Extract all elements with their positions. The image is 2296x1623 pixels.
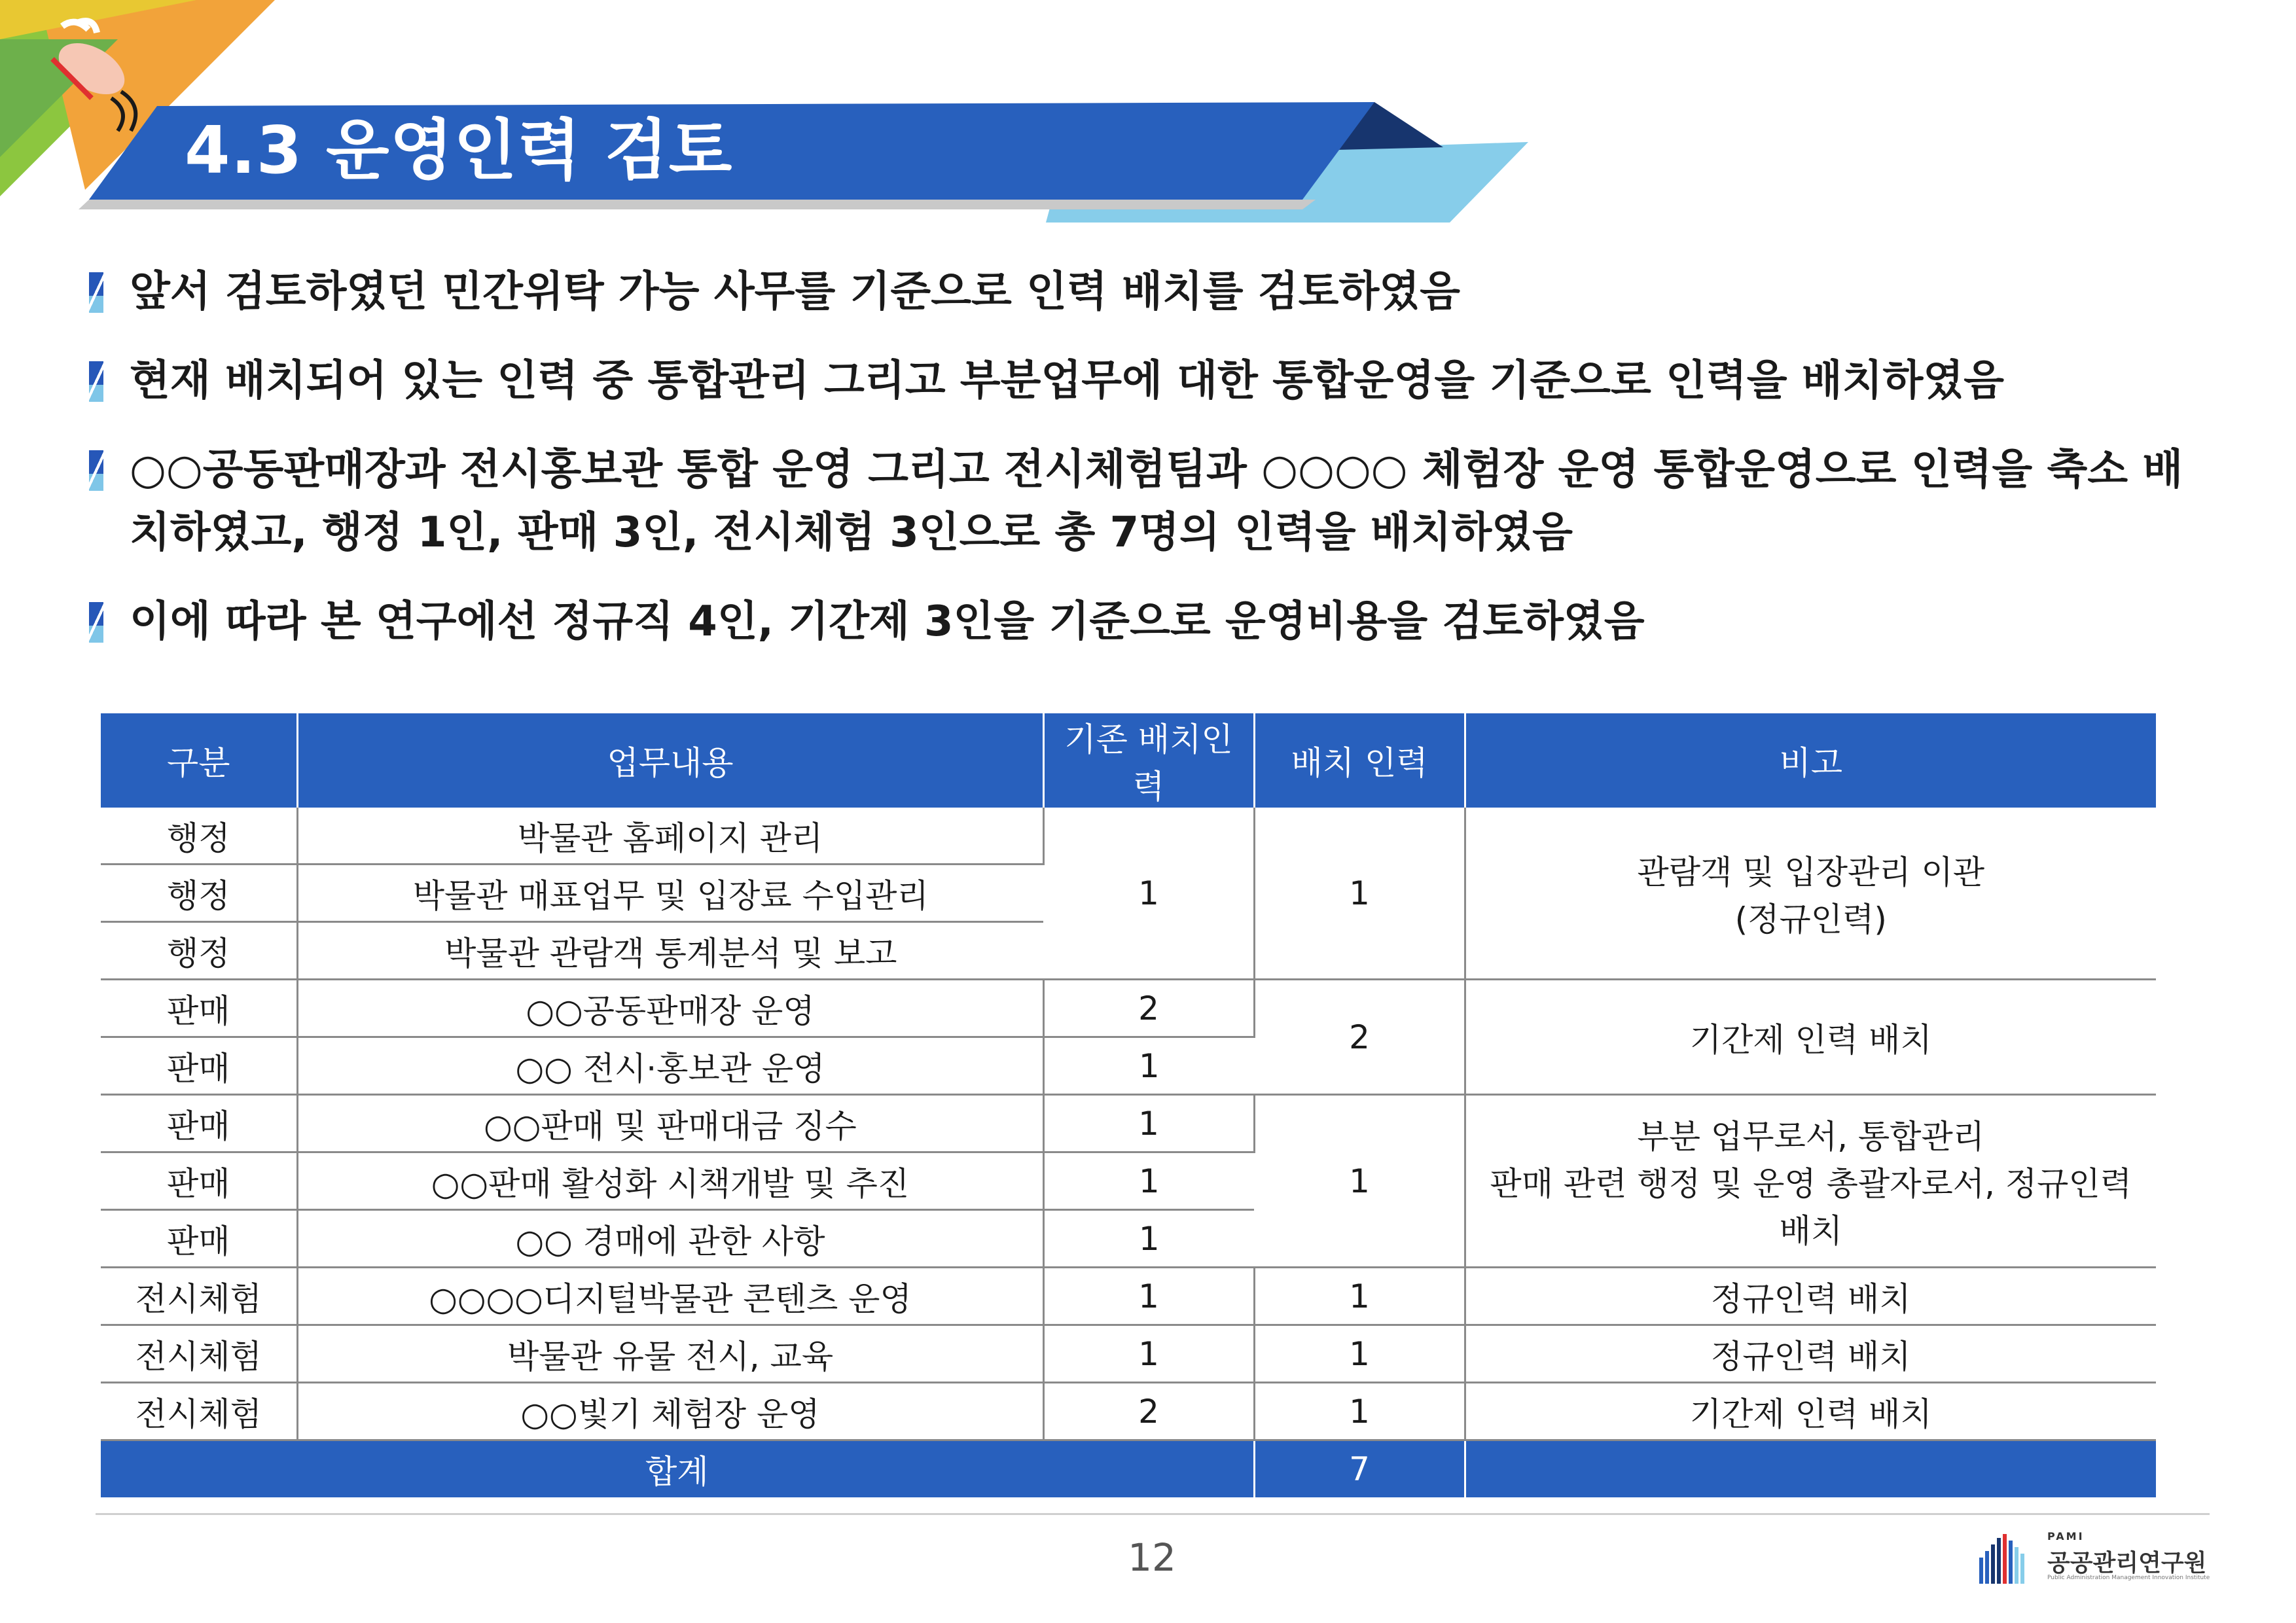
cell-category: 판매 [101, 1210, 297, 1268]
cell-category: 판매 [101, 980, 297, 1037]
cell-assigned: 1 [1254, 1383, 1465, 1440]
header-task: 업무내용 [297, 713, 1043, 808]
total-note [1465, 1440, 2156, 1498]
cell-task: 박물관 유물 전시, 교육 [297, 1325, 1043, 1383]
bullet-text: 현재 배치되어 있는 인력 중 통합관리 그리고 부분업무에 대한 통합운영을 기준으로 인력을 배치하였음 [130, 357, 2004, 405]
bullet-marker-icon [89, 450, 103, 491]
note-line: 부분 업무로서, 통합관리 [1637, 1117, 1985, 1156]
cell-note [1465, 1095, 2156, 1268]
bullet-marker-icon [89, 602, 103, 643]
total-assigned: 7 [1254, 1440, 1465, 1498]
cell-existing: 1 [1043, 1325, 1254, 1383]
cell-assigned: 2 [1254, 980, 1465, 1095]
cell-assigned: 1 [1254, 808, 1465, 980]
table-row [101, 1095, 2156, 1152]
cell-task: ○○판매 활성화 시책개발 및 추진 [297, 1152, 1043, 1210]
cell-existing: 1 [1043, 1210, 1254, 1268]
table-header-row [101, 713, 2156, 808]
cell-note: 정규인력 배치 [1465, 1325, 2156, 1383]
table-row [101, 1268, 2156, 1325]
table-row [101, 1383, 2156, 1440]
cell-category: 행정 [101, 808, 297, 865]
note-line: 판매 관련 행정 및 운영 총괄자로서, 정규인력 배치 [1490, 1164, 2132, 1250]
bullet-marker-icon [89, 361, 103, 402]
table-row [101, 980, 2156, 1037]
logo-name: 공공관리연구원 [2047, 1550, 2207, 1577]
cell-existing: 1 [1043, 1268, 1254, 1325]
cell-task: 박물관 홈페이지 관리 [297, 808, 1043, 865]
table-total-row [101, 1440, 2156, 1498]
page-title: 4.3 운영인력 검토 [185, 112, 733, 188]
bullet-item [89, 260, 2223, 323]
cell-category: 전시체험 [101, 1383, 297, 1440]
cell-existing: 1 [1043, 1095, 1254, 1152]
cell-task: ○○공동판매장 운영 [297, 980, 1043, 1037]
bullet-list [89, 260, 2223, 679]
page-number: 12 [1128, 1535, 1176, 1580]
table-row [101, 1325, 2156, 1383]
cell-task: ○○ 전시·홍보관 운영 [297, 1037, 1043, 1095]
header-assigned-staff: 배치 인력 [1254, 713, 1465, 808]
header-existing-staff: 기존 배치인력 [1043, 713, 1254, 808]
cell-category: 판매 [101, 1152, 297, 1210]
table-row [101, 808, 2156, 865]
cell-category: 행정 [101, 865, 297, 922]
cell-category: 전시체험 [101, 1325, 297, 1383]
cell-task: 박물관 관람객 통계분석 및 보고 [297, 922, 1043, 980]
cell-task: 박물관 매표업무 및 입장료 수입관리 [297, 865, 1043, 922]
cell-note: 정규인력 배치 [1465, 1268, 2156, 1325]
header-category: 구분 [101, 713, 297, 808]
bullet-item [89, 590, 2223, 653]
cell-category: 전시체험 [101, 1268, 297, 1325]
total-label: 합계 [101, 1440, 1254, 1498]
bullet-text: 이에 따라 본 연구에선 정규직 4인, 기간제 3인을 기준으로 운영비용을 검토하였음 [130, 597, 1645, 646]
cell-task: ○○빛기 체험장 운영 [297, 1383, 1043, 1440]
organization-logo [1977, 1525, 2212, 1590]
cell-task: ○○○○디지털박물관 콘텐츠 운영 [297, 1268, 1043, 1325]
bullet-item [89, 349, 2223, 412]
cell-task: ○○ 경매에 관한 사항 [297, 1210, 1043, 1268]
staffing-table [101, 713, 2156, 1497]
cell-existing: 2 [1043, 1383, 1254, 1440]
header-note: 비고 [1465, 713, 2156, 808]
cell-note: 기간제 인력 배치 [1465, 980, 2156, 1095]
cell-existing: 2 [1043, 980, 1254, 1037]
cell-category: 판매 [101, 1095, 297, 1152]
bullet-item [89, 438, 2223, 564]
bullet-text: 앞서 검토하였던 민간위탁 가능 사무를 기준으로 인력 배치를 검토하였음 [130, 268, 1460, 316]
cell-assigned: 1 [1254, 1268, 1465, 1325]
note-line: 관람객 및 입장관리 이관 [1637, 853, 1985, 891]
cell-task: ○○판매 및 판매대금 징수 [297, 1095, 1043, 1152]
logo-acronym: PAMI [2047, 1530, 2085, 1543]
bar-logo-icon [1977, 1531, 2032, 1586]
bullet-marker-icon [89, 272, 103, 313]
cell-category: 판매 [101, 1037, 297, 1095]
cell-note [1465, 808, 2156, 980]
bullet-text: ○○공동판매장과 전시홍보관 통합 운영 그리고 전시체험팀과 ○○○○ 체험장 운영 통합운영으로 인력을 축소 배치하였고, 행정 1인, 판매 3인, 전시체험 3인으로 총 7명의 인력을 배치하였음 [130, 446, 2183, 557]
cell-existing: 1 [1043, 1152, 1254, 1210]
note-line: (정규인력) [1734, 900, 1887, 938]
cell-assigned: 1 [1254, 1325, 1465, 1383]
cell-assigned: 1 [1254, 1095, 1465, 1268]
cell-existing: 1 [1043, 1037, 1254, 1095]
cell-category: 행정 [101, 922, 297, 980]
cell-note: 기간제 인력 배치 [1465, 1383, 2156, 1440]
footer-divider [96, 1513, 2210, 1515]
logo-english-name: Public Administration Management Innovation Institute [2047, 1575, 2210, 1581]
cell-existing: 1 [1043, 808, 1254, 980]
